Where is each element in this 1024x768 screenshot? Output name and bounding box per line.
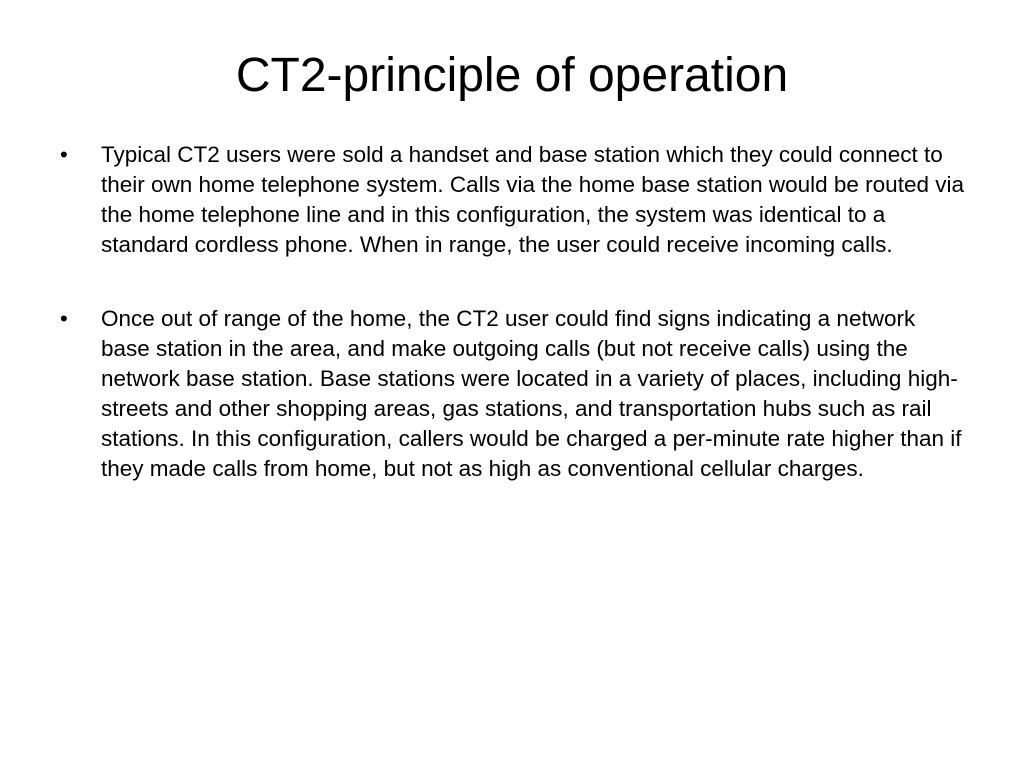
bullet-marker: •: [60, 142, 68, 167]
slide-title: CT2-principle of operation: [235, 49, 789, 102]
bullet-text: Once out of range of the home, the CT2 user could find signs indicating a network base station in the area, and make outgoing calls (but not receive calls) using the network base station. Base stations were located in a variety of places, including high-streets and other shopping areas, gas stations, and transportation hubs such as rail stations. In this configuration, callers would be charged a per-minute rate higher than if they made calls from home, but not as high as conventional cellular charges.: [101, 306, 962, 481]
bullet-text: Typical CT2 users were sold a handset and base station which they could connect to their own home telephone system. Calls via the home base station would be routed via the home telephone line and in this configuration, the system was identical to a standard cordless phone. When in range, the user could receive incoming calls.: [101, 142, 964, 257]
bullet-item: [60, 140, 970, 260]
bullet-item: [60, 304, 970, 484]
bullet-marker: •: [60, 306, 68, 331]
bullet-list: [60, 140, 970, 528]
